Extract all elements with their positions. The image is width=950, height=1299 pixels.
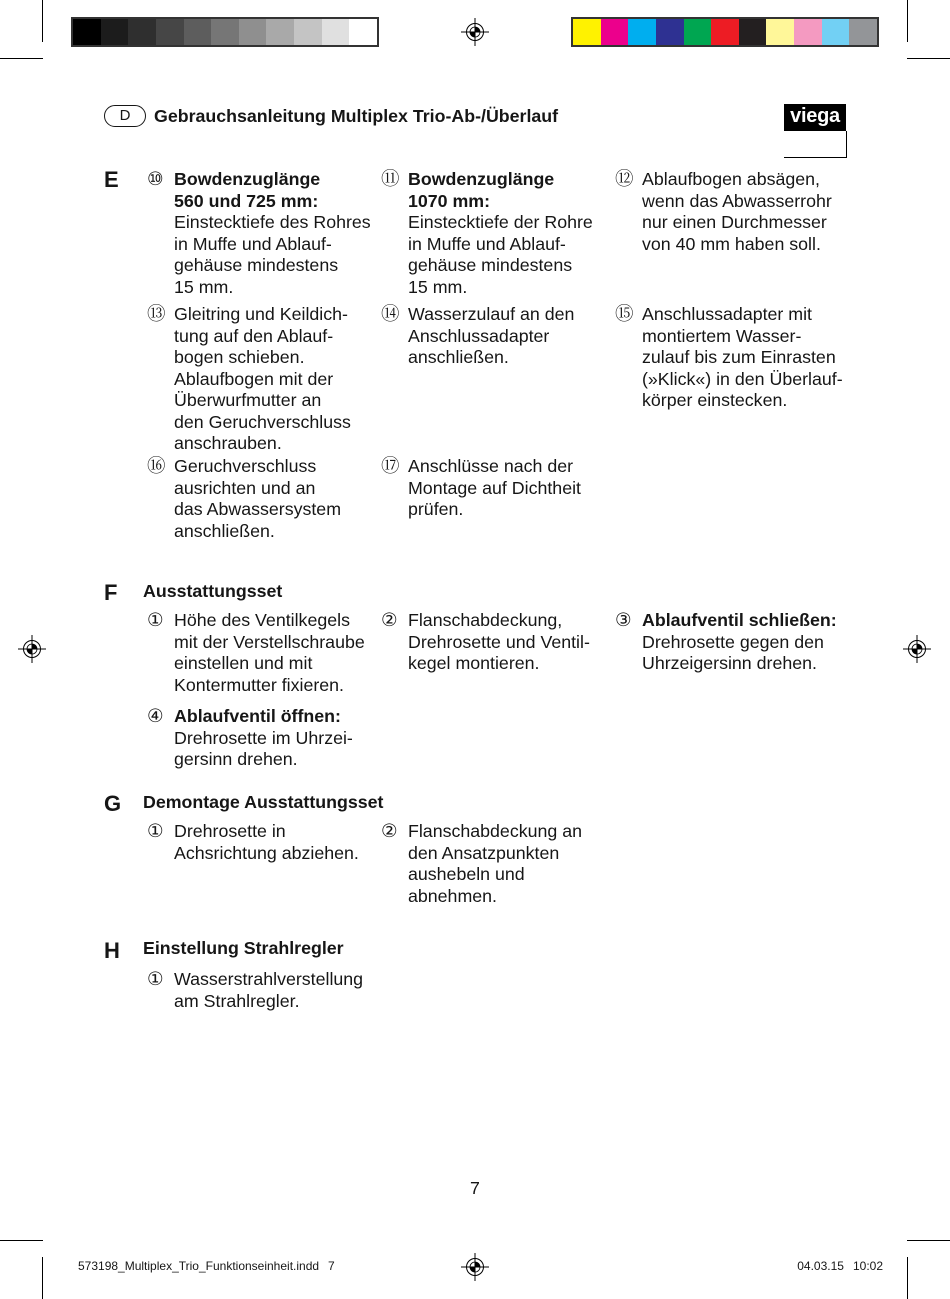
step-number: ⑮ (615, 304, 634, 325)
color-swatch (239, 19, 267, 45)
crop-mark (907, 58, 950, 59)
process-color-control-bar (571, 17, 879, 47)
step-body (174, 706, 353, 771)
step-title: Bowdenzuglänge 1070 mm: (408, 169, 555, 211)
step-body (642, 304, 843, 412)
step-text: Einstecktiefe des Rohres in Muffe und Ablauf- gehäuse mindestens 15 mm. (174, 212, 371, 297)
step-number: ① (147, 821, 164, 842)
step-14 (381, 304, 574, 369)
step-number: ⑯ (147, 456, 166, 477)
color-swatch (849, 19, 877, 45)
crop-mark (907, 1240, 950, 1241)
page-number: 7 (470, 1178, 480, 1198)
step-number: ⑭ (381, 304, 400, 325)
step-15 (615, 304, 843, 412)
color-swatch (349, 19, 377, 45)
section-heading: Ausstattungsset (143, 581, 283, 601)
crop-mark (42, 1257, 43, 1299)
section-heading: Einstellung Strahlregler (143, 938, 344, 958)
crop-mark (0, 58, 43, 59)
color-swatch (656, 19, 684, 45)
step-number: ④ (147, 706, 164, 727)
step-number: ① (147, 969, 164, 990)
slug-date: 04.03.15 (797, 1259, 844, 1273)
logo-rule (784, 131, 847, 158)
grayscale-control-bar (71, 17, 379, 47)
step-g2 (381, 821, 582, 907)
step-f2 (381, 610, 590, 675)
slug-time: 10:02 (852, 1259, 883, 1273)
registration-mark-icon (460, 17, 490, 47)
color-swatch (573, 19, 601, 45)
step-number: ③ (615, 610, 632, 631)
step-number: ⑩ (147, 169, 164, 190)
step-body (408, 456, 581, 521)
step-body (408, 610, 590, 675)
step-11 (381, 169, 593, 298)
registration-mark-icon (460, 1252, 490, 1282)
slug-timestamp (797, 1259, 883, 1273)
step-text: Geruchverschluss ausrichten und an das Abwassersystem anschließen. (174, 456, 342, 541)
color-swatch (766, 19, 794, 45)
step-title: Ablaufventil schließen: (642, 610, 837, 630)
slug-file-info (78, 1259, 335, 1273)
step-h1 (147, 969, 363, 1012)
step-body (408, 821, 582, 907)
color-swatch (184, 19, 212, 45)
color-swatch (711, 19, 739, 45)
step-body (174, 610, 365, 696)
step-text: Flanschabdeckung an den Ansatzpunkten aushebeln und abnehmen. (408, 821, 582, 906)
step-number: ⑬ (147, 304, 166, 325)
color-swatch (684, 19, 712, 45)
step-body (174, 304, 351, 455)
color-swatch (628, 19, 656, 45)
step-title: Bowdenzuglänge 560 und 725 mm: (174, 169, 321, 211)
color-swatch (211, 19, 239, 45)
color-swatch (73, 19, 101, 45)
crop-mark (42, 0, 43, 42)
step-13 (147, 304, 351, 455)
step-f4 (147, 706, 353, 771)
color-swatch (601, 19, 629, 45)
step-text: Höhe des Ventilkegels mit der Verstellschraube einstellen und mit Kontermutter fixieren. (174, 610, 365, 695)
slug-page-number: 7 (328, 1259, 335, 1273)
step-12 (615, 169, 832, 255)
step-text: Drehrosette gegen den Uhrzeigersinn drehen. (642, 631, 824, 673)
registration-mark-icon (902, 634, 932, 664)
crop-mark (907, 0, 908, 42)
color-swatch (156, 19, 184, 45)
step-text: Drehrosette im Uhrzei- gersinn drehen. (174, 727, 353, 769)
step-body (408, 169, 593, 298)
registration-mark-icon (17, 634, 47, 664)
color-swatch (739, 19, 767, 45)
step-text: Flanschabdeckung, Drehrosette und Ventil- kegel montieren. (408, 610, 590, 673)
viega-logo: viega (784, 104, 846, 131)
step-number: ⑫ (615, 169, 634, 190)
step-text: Drehrosette in Achsrichtung abziehen. (174, 821, 359, 863)
step-number: ② (381, 821, 398, 842)
step-text: Wasserzulauf an den Anschlussadapter anschließen. (408, 304, 575, 367)
step-body (174, 456, 341, 542)
step-body (174, 821, 359, 864)
step-text: Gleitring und Keildich- tung auf den Ablauf- bogen schieben. Ablaufbogen mit der Überwurfmutter an den Geruchverschluss anschrauben. (174, 304, 351, 453)
section-letter: F (104, 580, 118, 605)
step-body (174, 169, 371, 298)
step-f1 (147, 610, 365, 696)
step-10 (147, 169, 371, 298)
step-g1 (147, 821, 359, 864)
step-number: ① (147, 610, 164, 631)
step-text: Anschlussadapter mit montiertem Wasser- zulauf bis zum Einrasten (»Klick«) in den Überlauf- körper einstecken. (642, 304, 843, 410)
color-swatch (794, 19, 822, 45)
color-swatch (294, 19, 322, 45)
section-letter: G (104, 791, 122, 816)
color-swatch (101, 19, 129, 45)
section-letter: E (104, 167, 119, 192)
step-text: Anschlüsse nach der Montage auf Dichtheit prüfen. (408, 456, 581, 519)
crop-mark (907, 1257, 908, 1299)
document-title: Gebrauchsanleitung Multiplex Trio-Ab-/Überlauf (154, 106, 559, 126)
step-f3 (615, 610, 837, 675)
color-swatch (128, 19, 156, 45)
color-swatch (266, 19, 294, 45)
step-17 (381, 456, 581, 521)
language-badge: D (104, 105, 146, 127)
step-title: Ablaufventil öffnen: (174, 706, 341, 726)
section-heading: Demontage Ausstattungsset (143, 792, 384, 812)
step-body (174, 969, 363, 1012)
step-body (642, 610, 837, 675)
step-body (408, 304, 574, 369)
step-16 (147, 456, 341, 542)
step-number: ⑰ (381, 456, 400, 477)
step-text: Einstecktiefe der Rohre in Muffe und Ablauf- gehäuse mindestens 15 mm. (408, 212, 593, 297)
step-body (642, 169, 832, 255)
crop-mark (0, 1240, 43, 1241)
step-number: ⑪ (381, 169, 400, 190)
color-swatch (322, 19, 350, 45)
step-text: Wasserstrahlverstellung am Strahlregler. (174, 969, 364, 1011)
step-number: ② (381, 610, 398, 631)
section-letter: H (104, 938, 120, 963)
step-text: Ablaufbogen absägen, wenn das Abwasserrohr nur einen Durchmesser von 40 mm haben soll. (642, 169, 832, 254)
slug-file-name: 573198_Multiplex_Trio_Funktionseinheit.indd (78, 1259, 320, 1273)
color-swatch (822, 19, 850, 45)
